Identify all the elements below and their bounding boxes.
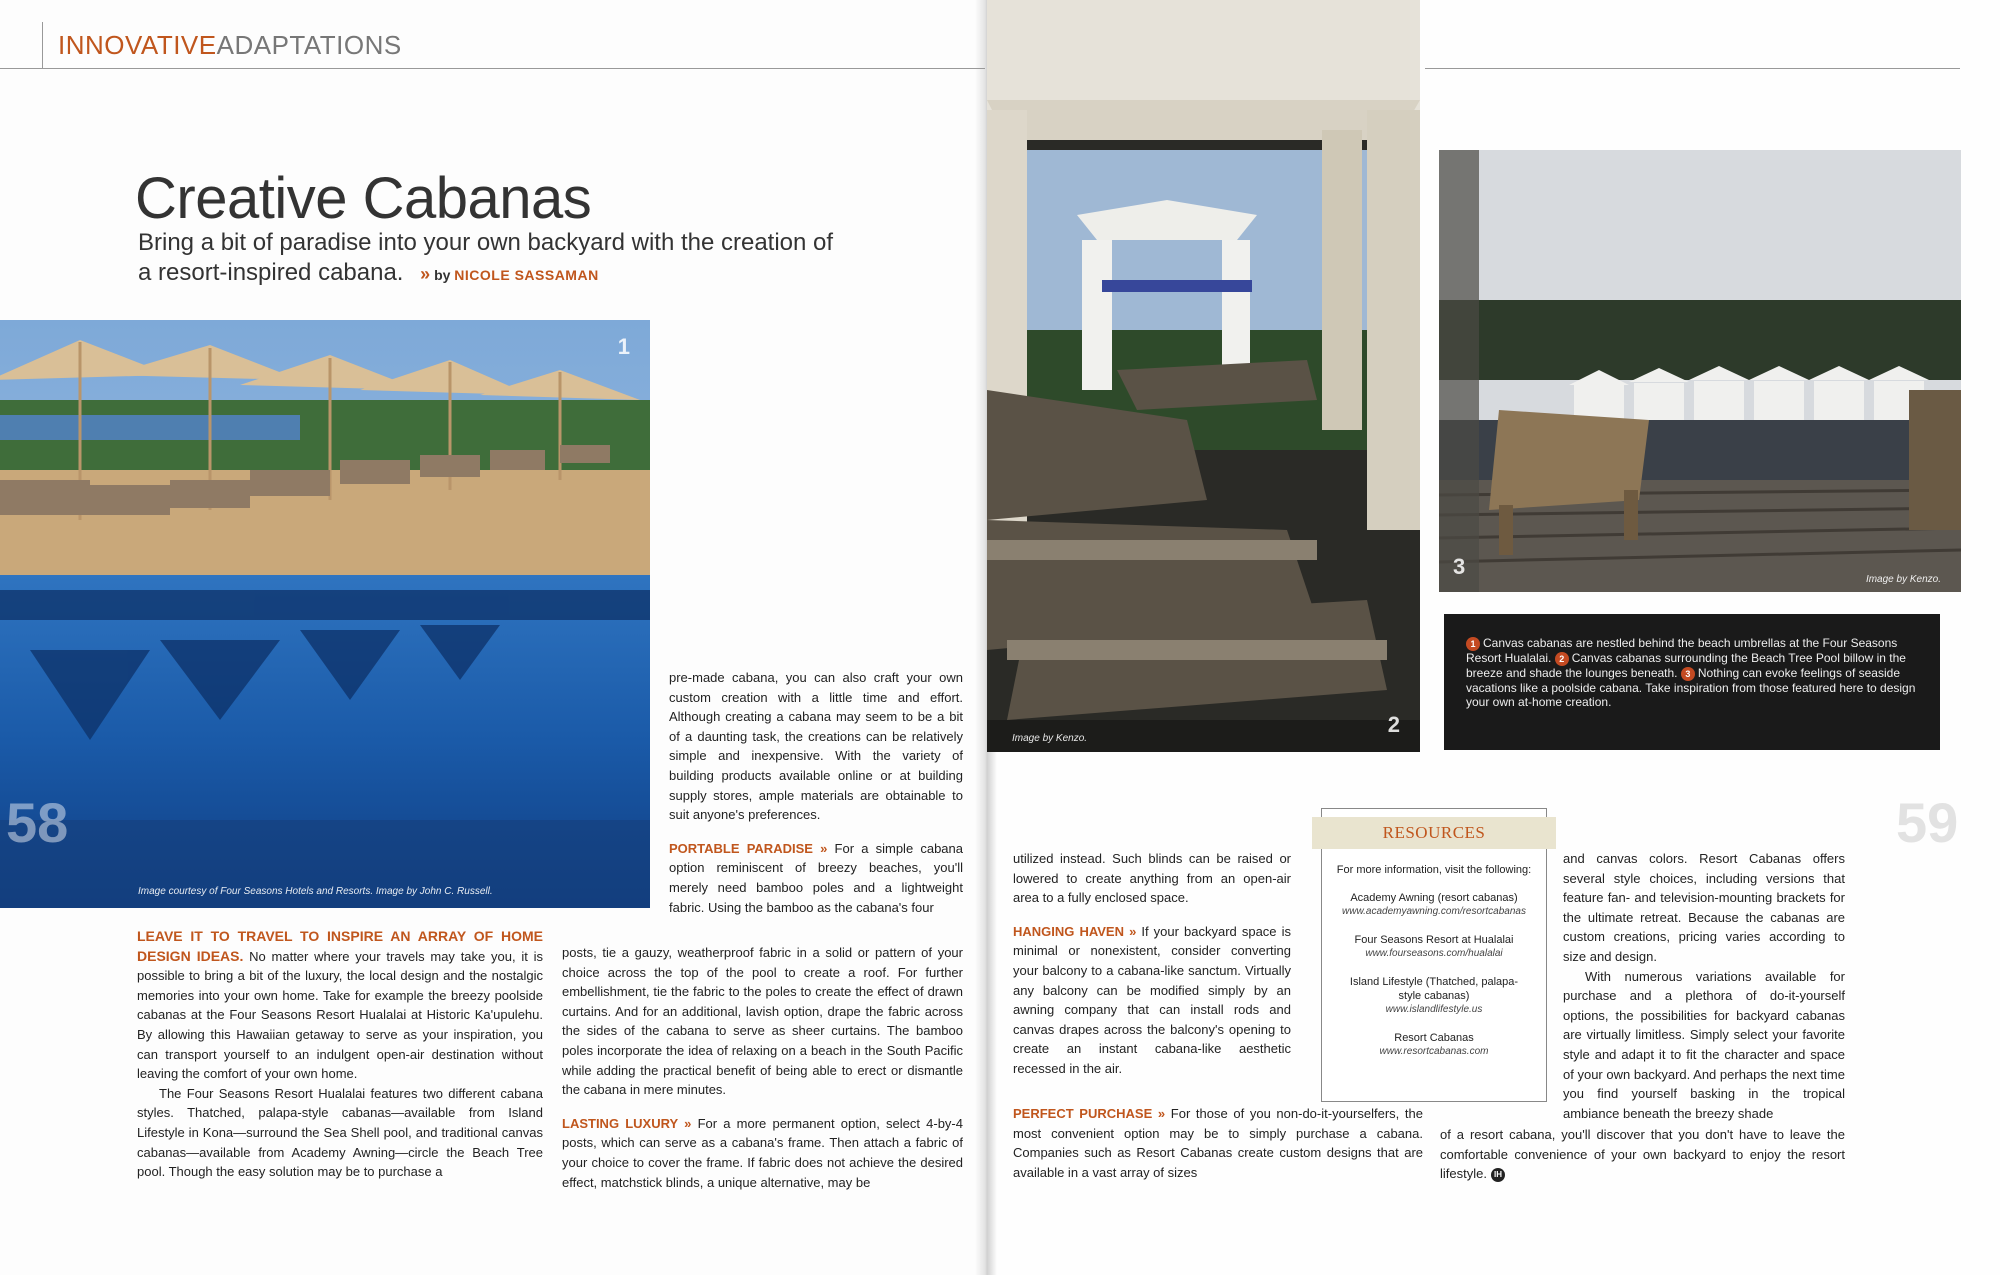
column-3 [1013, 849, 1291, 1079]
column-2-paragraph-1: pre-made cabana, you can also craft your own custom creation with a little time and effort. Although creating a cabana may seem to be a bit of a daunting task, the creations can be relatively simple and inexpensive. With the variety of building products available online or at building supply stores, ample materials are obtainable to suit anyone's preferences. [669, 670, 963, 823]
subhead-hanging-haven: HANGING HAVEN » [1013, 923, 1137, 939]
column-1-paragraph-1: No matter where your travels may take you, it is possible to bring a bit of the luxury, the local design and the nostalgic memories into your own home. Take for example the breezy poolside cabanas at the Four Seasons Resort Hualalai at Historic Ka'upulehu. By allowing this Hawaiian getaway to serve as your inspiration, you can transport yourself to an indulgent open-air destination without leaving the comfort of your own home. [137, 948, 543, 1082]
caption-text-2: Canvas cabanas surrounding the Beach Tree Pool billow in the breeze and shade the lounges beneath. [1466, 651, 1906, 680]
resource-item [1322, 891, 1546, 919]
column-3-bottom [1013, 1104, 1423, 1182]
lead-in: LEAVE IT TO TRAVEL TO INSPIRE AN ARRAY OF HOME DESIGN IDEAS. [137, 928, 543, 964]
column-4 [1563, 849, 1845, 1123]
column-1 [137, 927, 543, 1182]
lasting-luxury-text: For a more permanent option, select 4-by-4 posts, which can serve as a cabana's frame. Then attach a fabric of your choice to cover the frame. If fabric does not achieve the desired effect, matchstick blinds, a unique alternative, may be [562, 1115, 963, 1190]
subhead-lasting-luxury: LASTING LUXURY » [562, 1115, 692, 1131]
hanging-haven-text: If your backyard space is minimal or nonexistent, consider converting your balcony to a cabana-like sanctum. Virtually any balcony can be modified simply by an awning company that can install rods and canvas drapes across the balcony's opening to create an instant cabana-like aesthetic recessed in the air. [1013, 923, 1291, 1076]
photo-3-poolside-cabanas [1439, 150, 1961, 592]
resources-intro: For more information, visit the following: [1336, 864, 1532, 876]
article-deck [138, 228, 838, 290]
caption-number-3: 3 [1681, 667, 1695, 681]
header-rule-right [1425, 68, 1960, 69]
resource-item [1322, 975, 1546, 1017]
deck-text: Bring a bit of paradise into your own backyard with the creation of a resort-inspired cabana. [138, 229, 834, 286]
portable-paradise-continued: posts, tie a gauzy, weatherproof fabric in a solid or pattern of your choice across the top of the pool to create a roof. For further embellishment, tie the fabric to the poles to create the effect of drawn curtains. And for an additional, lavish option, drape the fabric across the sides of the cabana to serve as sheer curtains. The bamboo poles incorporate the idea of relaxing on a beach in the South Pacific while adding the practical benefit of being able to erect or dismantle the cabana in mere minutes. [562, 945, 963, 1098]
resource-name: Four Seasons Resort at Hualalai [1354, 934, 1514, 946]
article-title: Creative Cabanas [135, 166, 592, 231]
end-mark-icon: IH [1491, 1168, 1505, 1182]
photo-2-cabana-lounges [987, 0, 1420, 752]
photo-1-number: 1 [617, 334, 630, 359]
photo-3-number: 3 [1453, 554, 1466, 579]
column-2-top [669, 668, 963, 917]
resource-url[interactable]: www.resortcabanas.com [1379, 1046, 1489, 1057]
resource-name: Island Lifestyle (Thatched, palapa-style cabanas) [1349, 976, 1519, 1002]
photo-1-credit: Image courtesy of Four Seasons Hotels and Resorts. Image by John C. Russell. [138, 886, 493, 897]
page-number-left: 58 [6, 791, 69, 854]
caption-number-2: 2 [1555, 652, 1569, 666]
page-number-right: 59 [1896, 791, 1959, 854]
closing-text: of a resort cabana, you'll discover that you don't have to leave the comfortable convenience of your own backyard to enjoy the resort lifestyle. [1440, 1127, 1845, 1182]
photo-captions [1444, 614, 1940, 750]
resource-url[interactable]: www.academyawning.com/resortcabanas [1342, 906, 1526, 917]
column-2-wide [562, 943, 963, 1192]
resources-box [1321, 808, 1547, 1102]
resource-name: Resort Cabanas [1394, 1032, 1474, 1044]
section-label [58, 30, 402, 61]
resource-item [1322, 933, 1546, 961]
resource-item [1322, 1031, 1546, 1059]
author-name: NICOLE SASSAMAN [454, 267, 599, 283]
byline [420, 264, 599, 284]
caption-text-1: Canvas cabanas are nestled behind the beach umbrellas at the Four Seasons Resort Hualalai. [1466, 636, 1898, 665]
photo-1-beach-umbrellas [0, 320, 650, 908]
column-4-paragraph-1: and canvas colors. Resort Cabanas offers several style choices, including versions that feature fan- and television-mounting brackets for the ultimate retreat. Because the cabanas are custom creations, pricing varies according to size and design. [1563, 851, 1845, 964]
photo-2-credit: Image by Kenzo. [1012, 733, 1088, 744]
column-4-paragraph-2: With numerous variations available for purchase and a plethora of do-it-yourself options, the possibilities for backyard cabanas are virtually limitless. Simply select your favorite style and adapt it to fit the character and space of your own backyard. And perhaps the next time you find yourself basking in the tropical ambiance beneath the breezy shade [1563, 968, 1845, 1121]
chevron-icon: » [420, 264, 431, 284]
resources-heading: RESOURCES [1312, 817, 1556, 849]
column-4-wide [1440, 1125, 1845, 1184]
resource-name: Academy Awning (resort cabanas) [1350, 892, 1518, 904]
photo-2-number: 2 [1387, 712, 1400, 737]
section-label-part1: INNOVATIVE [58, 30, 217, 60]
perfect-purchase-text: For those of you non-do-it-yourselfers, the most convenient option may be to simply purchase a cabana. Companies such as Resort Cabanas create custom designs that are available in a vast array of sizes [1013, 1106, 1423, 1180]
subhead-portable-paradise: PORTABLE PARADISE » [669, 840, 828, 856]
header-rule [0, 68, 985, 69]
portable-paradise-text: For a simple cabana option reminiscent of breezy beaches, you'll merely need bamboo poles and a lightweight fabric. Using the bamboo as the cabana's four [669, 840, 963, 915]
header-tick [42, 22, 43, 68]
subhead-perfect-purchase: PERFECT PURCHASE » [1013, 1106, 1166, 1121]
section-label-part2: ADAPTATIONS [216, 30, 402, 60]
byline-by: by [434, 267, 451, 283]
column-3-paragraph-1: utilized instead. Such blinds can be raised or lowered to create anything from an open-air area to a fully enclosed space. [1013, 851, 1291, 906]
caption-text-3: Nothing can evoke feelings of seaside vacations like a poolside cabana. Take inspiration from those featured here to design your own at-home creation. [1466, 666, 1916, 709]
column-1-paragraph-2: The Four Seasons Resort Hualalai features two different cabana styles. Thatched, palapa-style cabanas—available from Island Lifestyle in Kona—surround the Sea Shell pool, and traditional canvas cabanas—available from Academy Awning—circle the Beach Tree pool. Though the easy solution may be to purchase a [137, 1085, 543, 1180]
resource-url[interactable]: www.islandlifestyle.us [1385, 1004, 1483, 1015]
caption-number-1: 1 [1466, 637, 1480, 651]
resource-url[interactable]: www.fourseasons.com/hualalai [1365, 948, 1503, 959]
photo-3-credit: Image by Kenzo. [1865, 574, 1941, 585]
